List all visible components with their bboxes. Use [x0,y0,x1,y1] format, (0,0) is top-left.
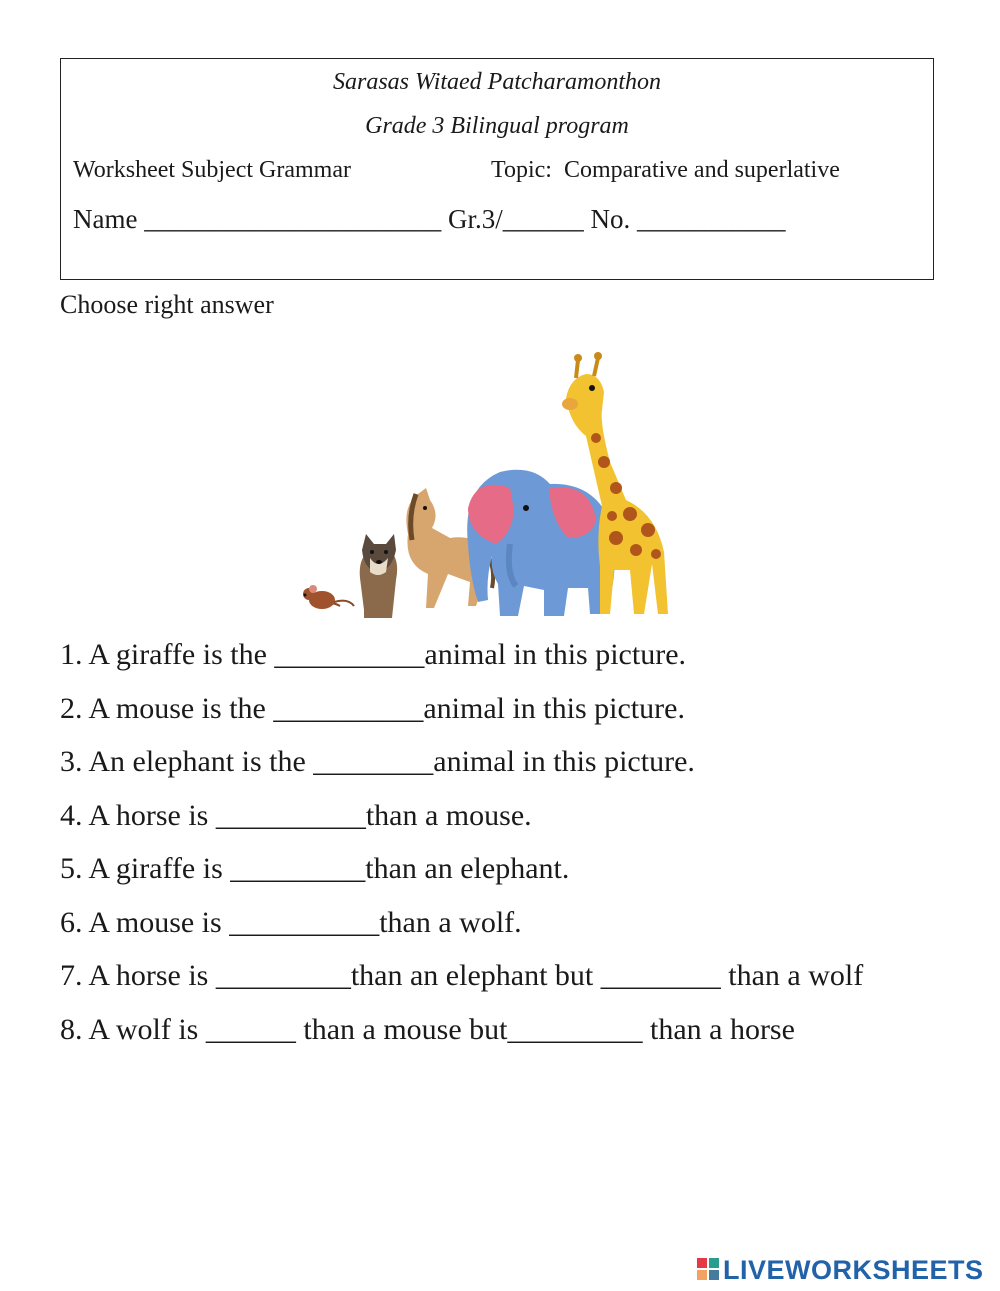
topic-label: Topic: Comparative and superlative [491,157,840,183]
question-4: 4. A horse is __________than a mouse. [60,798,532,832]
liveworksheets-logo [697,1254,984,1286]
mouse-icon [303,585,354,609]
question-6: 6. A mouse is __________than a wolf. [60,905,522,939]
animals-lineup-illustration [300,338,700,623]
question-2: 2. A mouse is the __________animal in this picture. [60,691,685,725]
instruction-text: Choose right answer [60,290,274,319]
subject-label: Worksheet Subject Grammar [73,157,351,183]
question-8: 8. A wolf is ______ than a mouse but_________ than a horse [60,1012,795,1046]
liveworksheets-icon [697,1258,719,1282]
school-name: Sarasas Witaed Patcharamonthon [333,69,661,95]
question-3: 3. An elephant is the ________animal in this picture. [60,745,695,778]
question-7: 7. A horse is _________than an elephant but ________ than a wolf [60,959,864,992]
question-list [60,636,990,1064]
brand-text: LIVEWORKSHEETS [723,1254,984,1285]
program-name: Grade 3 Bilingual program [365,113,629,139]
worksheet-header-box [60,58,934,280]
question-5: 5. A giraffe is _________than an elephant. [60,852,570,885]
wolf-icon [360,534,397,618]
elephant-icon [467,470,615,616]
student-info-line: Name ______________________ Gr.3/______ No. ___________ [73,204,786,234]
question-1: 1. A giraffe is the __________animal in this picture. [60,638,687,671]
